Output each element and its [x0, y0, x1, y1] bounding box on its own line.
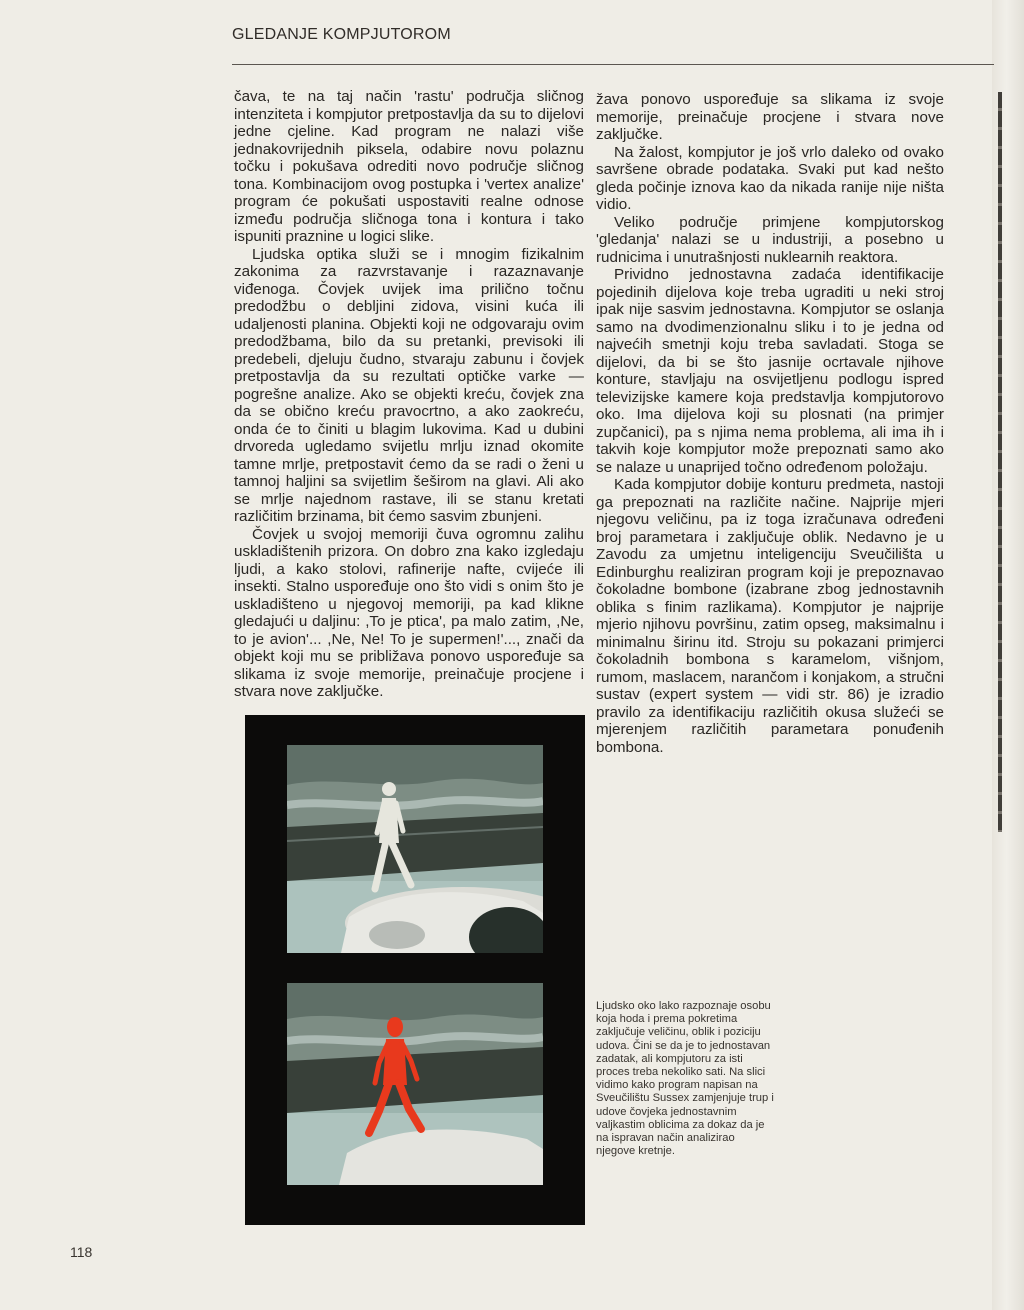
running-title: GLEDANJE KOMPJUTOROM — [232, 26, 451, 43]
right-paragraph-1: žava ponovo uspoređuje sa slikama iz svoje memorije, preinačuje procjene i stvara nove zaključke. — [596, 91, 944, 143]
left-paragraph-3: Čovjek u svojoj memoriji čuva ogromnu zalihu uskladištenih prizora. On dobro zna kako izgledaju ljudi, a kako stolovi, rafinerije nafte, cvijeće ili insekti. Stalno uspoređuje ono što vidi s onim što je uskladišteno u njegovoj memoriji, pa kad klikne gledajući u daljinu: ,To je ptica', pa malo zatim, ,Ne, to je avion'... ,Ne, Ne! To je supermen!'..., znači da objekt koji mu se približava ponovo uspoređuje sa slikama iz svoje memorije, preinačuje procjene i stvara nove zaključke. — [234, 525, 584, 700]
photo-panel — [245, 715, 585, 1225]
page-number: 118 — [70, 1244, 93, 1260]
right-text-column — [596, 91, 944, 756]
header-rule — [232, 64, 994, 65]
photo-caption: Ljudsko oko lako razpoznaje osobu koja hoda i prema pokretima zaključuje veličinu, oblik i poziciju udova. Čini se da je to jednostavan zadatak, ali kompjutoru za isti proces treba nekoliko sati. Na slici vidimo kako program napisan na Sveučilištu Sussex zamjenjuje trup i udove čovjeka jednostavnim valjkastim oblicima za dokaz da je na ispravan način analizirao njegove kretnje. — [596, 1000, 774, 1158]
walking-person-photo — [287, 745, 543, 953]
left-paragraph-2: Ljudska optika služi se i mnogim fizikalnim zakonima za razvrstavanje i razaznavanje viđenoga. Čovjek uvijek ima prilično točnu predodžbu o debljini zidova, visini kuća ili udaljenosti planina. Objekti koji ne odgovaraju ovim predodžbama, bilo da su pretanki, previsoki ili predebeli, djeluju čudno, stvaraju zabunu i čovjek pretpostavlja da su rezultati optičke varke — pogrešne analize. Ako se objekti kreću, čovjek zna da se obično kreću pravocrtno, a ako zaokreću, onda će to činiti u blagim lukovima. Kad u dubini drvoreda ugledamo svijetlu mrlju iznad okomite tamne mrlje, pretpostavit ćemo da se radi o ženi u tamnoj haljini sa svijetlim šeširom na glavi. Ali ako se mrlje najednom rastave, ili se stanu kretati različitim brzinama, bit ćemo sasvim zbunjeni. — [234, 245, 584, 525]
left-paragraph-1: čava, te na taj način 'rastu' područja sličnog intenziteta i kompjutor pretpostavlja da su to dijelovi jedne cjeline. Kad program ne nalazi više jednakovrijednih piksela, odabire novu polaznu točku i pokušava odrediti novo područje sličnog tona. Kombinacijom ovog postupka i 'vertex analize' program će pokušati uspostaviti realne odnose između područja sličnoga tona i kontura i tako ispuniti praznine u logici slike. — [234, 88, 584, 245]
left-text-column — [234, 88, 584, 701]
model-figure-photo — [287, 983, 543, 1185]
page-edge — [992, 0, 1024, 1310]
right-paragraph-4: Prividno jednostavna zadaća identifikacije pojedinih dijelova koje treba ugraditi u neki stroj ipak nije sasvim jednostavna. Kompjutor se oslanja samo na dvodimenzionalnu sliku i to je jedna od najvećih smetnji koju treba savladati. Stoga se dijelovi, da bi se što jasnije ocrtavale njihove konture, stavljaju na osvijetljenu podlogu ispred televizijske kamere koja predstavlja kompjutorovo oko. Ima dijelova koji su plosnati (na primjer zupčanici), pa s njima nema problema, ali ima ih i takvih koje kompjutor može prepoznati samo ako se nalaze u unaprijed točno određenom položaju. — [596, 266, 944, 476]
right-paragraph-5: Kada kompjutor dobije konturu predmeta, nastoji ga prepoznati na različite načine. Najprije mjeri njegovu veličinu, pa iz toga izračunava određeni broj parametara i zaključuje oblik. Nedavno je u Zavodu za umjetnu inteligenciju Sveučilišta u Edinburghu realiziran program koji je prepoznavao čokoladne bombone (izabrane zbog jednostavnih oblika s finim razlikama). Kompjutor je najprije mjerio njihovu površinu, zatim opseg, maksimalnu i minimalnu širinu itd. Stroju su pokazani primjerci čokoladnih bombona s karamelom, višnjom, rumom, maslacem, narančom i konjakom, a stručni sustav (expert system — vidi str. 86) je izradio pravilo za identifikaciju različitih okusa služeći se mjerenjem različitih parametara ponuđenih bombona. — [596, 476, 944, 756]
right-paragraph-2: Na žalost, kompjutor je još vrlo daleko od ovako savršene obrade podataka. Svaki put kad nešto gleda počinje iznova kao da nikada ranije nije ništa vidio. — [596, 143, 944, 213]
right-paragraph-3: Veliko područje primjene kompjutorskog 'gledanja' nalazi se u industriji, a posebno u rudnicima i unutrašnjosti nuklearnih reaktora. — [596, 213, 944, 266]
page-edge-mark — [998, 92, 1002, 832]
